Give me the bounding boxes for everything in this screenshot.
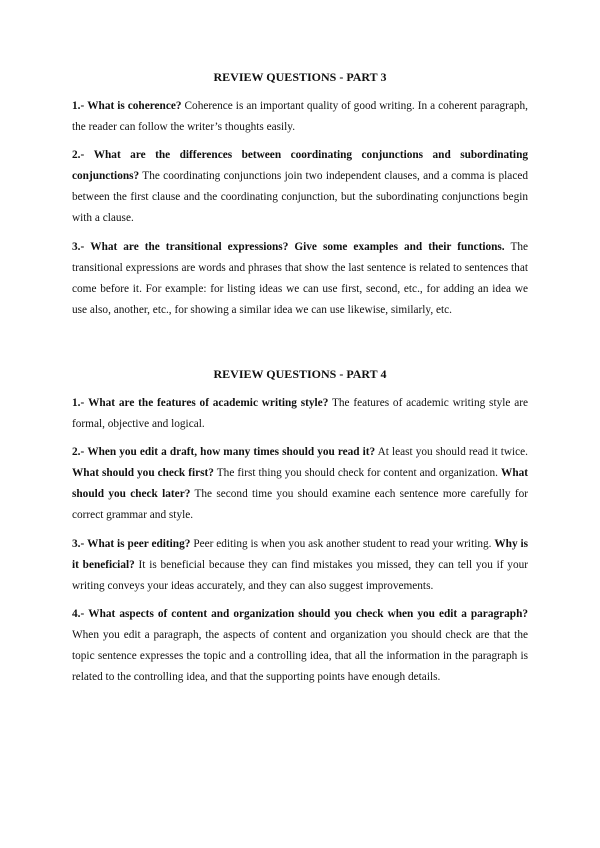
answer-text: At least you should read it twice. — [377, 446, 529, 459]
part4-question-4 — [72, 604, 528, 688]
question-text: When you edit a draft, how many times should you read it? — [87, 446, 376, 459]
answer-text: When you edit a paragraph, the aspects of content and organization you should check are that the topic sentence expresses the topic and a controlling idea, that all the information in the paragraph is related to the controlling idea, and that the supporting points have enough details. — [72, 628, 528, 684]
question-text: What is peer editing? — [87, 537, 191, 550]
part4-title: REVIEW QUESTIONS - PART 4 — [213, 366, 387, 381]
question-text-c: What should you check later? — [72, 467, 529, 501]
part4-question-2 — [72, 442, 528, 526]
part3-question-3 — [72, 237, 528, 321]
part3-title: REVIEW QUESTIONS - PART 3 — [213, 70, 387, 84]
answer-text: Peer editing is when you ask another student to read your writing. — [193, 537, 492, 550]
question-text-b: Why is it beneficial? — [72, 537, 529, 571]
question-text: What are the transitional expressions? Give some examples and their functions. — [90, 240, 505, 253]
question-text: What is coherence? — [87, 100, 182, 112]
answer-text-c: The second time you should examine each sentence more carefully for correct grammar and style. — [72, 488, 529, 522]
answer-text-b: It is beneficial because they can find mistakes you missed, they can tell you if your writing conveys your ideas accurately, and they can also suggest improvements. — [72, 558, 528, 592]
part4-question-3 — [72, 534, 528, 597]
question-number: 2.- — [72, 149, 85, 162]
part3-question-2 — [72, 145, 528, 229]
answer-text-b: The first thing you should check for content and organization. — [216, 467, 498, 480]
question-text: What aspects of content and organization should you check when you edit a paragraph? — [88, 607, 528, 620]
document-page — [72, 69, 528, 695]
part3-question-1 — [72, 96, 528, 138]
question-number: 3.- — [72, 537, 85, 550]
answer-text: The transitional expressions are words and phrases that show the last sentence is related to sentences that come before it. For example: for listing ideas we can use first, second, etc., for adding an idea we use also, another, etc., for showing a similar idea we can use likewise, similarly, etc. — [72, 240, 529, 316]
answer-text: The coordinating conjunctions join two independent clauses, and a comma is placed between the first clause and the coordinating conjunction, but the subordinating conjunctions begin with a clause. — [72, 170, 528, 225]
part4-question-1 — [72, 393, 528, 435]
question-text: What are the differences between coordinating conjunctions and subordinating conjunctions? — [72, 149, 528, 183]
question-number: 2.- — [72, 446, 85, 459]
question-number: 4.- — [72, 607, 85, 620]
section-gap — [72, 328, 528, 366]
question-number: 1.- — [72, 100, 85, 112]
question-text-b: What should you check first? — [72, 467, 214, 480]
question-text: What are the features of academic writing style? — [88, 396, 329, 409]
question-number: 3.- — [72, 240, 85, 253]
question-number: 1.- — [72, 396, 85, 409]
answer-text: The features of academic writing style are formal, objective and logical. — [72, 396, 528, 431]
answer-text: Coherence is an important quality of good writing. In a coherent paragraph, the reader can follow the writer’s thoughts easily. — [72, 100, 529, 134]
